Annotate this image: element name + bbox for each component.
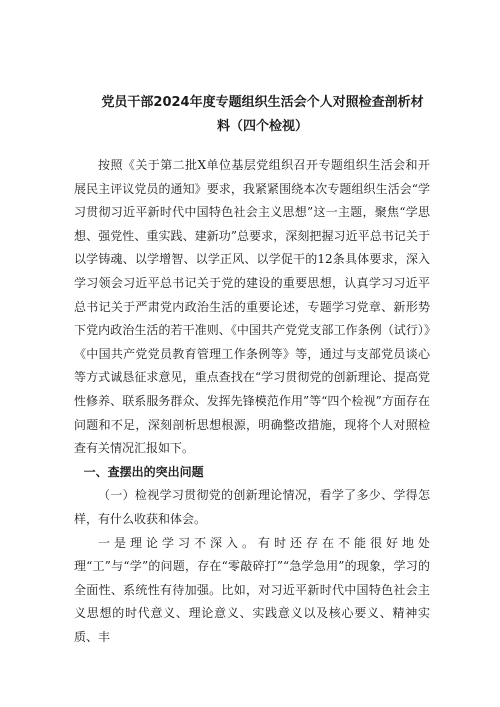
document-body [74,154,430,649]
body-paragraph: 一是理论学习不深入。有时还存在不能很好地处理“工”与“学”的问题，存在“零敲碎打”“急学急用”的现象，学习的全面性、系统性有待加强。比如，对习近平新时代中国特色社会主义思想的时代意义、理论意义、实践意义以及核心要义、精神实质、丰 [74,535,430,644]
subsection-heading: （一）检视学习贯彻党的创新理论情况，看学了多少、学得怎样，有什么收获和体会。 [74,488,430,526]
intro-paragraph: 按照《关于第二批X单位基层党组织召开专题组织生活会和开展民主评议党员的通知》要求，我紧紧围绕本次专题组织生活会“学习贯彻习近平新时代中国特色社会主义思想”这一主题，聚焦“学思想、强党性、重实践、建新功”总要求，深刻把握习近平总书记关于以学铸魂、以学增智、以学正风、以学促干的12条具体要求，深入学习领会习近平总书记关于党的建设的重要思想，认真学习习近平总书记关于严肃党内政治生活的重要论述，专题学习党章、新形势下党内政治生活的若干准则、《中国共产党党支部工作条例（试行）》《中国共产党党员教育管理工作条例等》等，通过与支部党员谈心等方式诚恳征求意见，重点查找在“学习贯彻党的创新理论、提高党性修养、联系服务群众、发挥先锋模范作用”等“四个检视”方面存在问题和不足，深刻剖析思想根源，明确整改措施，现将个人对照检查有关情况汇报如下。 [74,158,430,456]
document-title: 党员干部2024年度专题组织生活会个人对照检查剖析材料（四个检视） [101,95,424,134]
section-heading: 一、查摆出的突出问题 [83,464,204,479]
